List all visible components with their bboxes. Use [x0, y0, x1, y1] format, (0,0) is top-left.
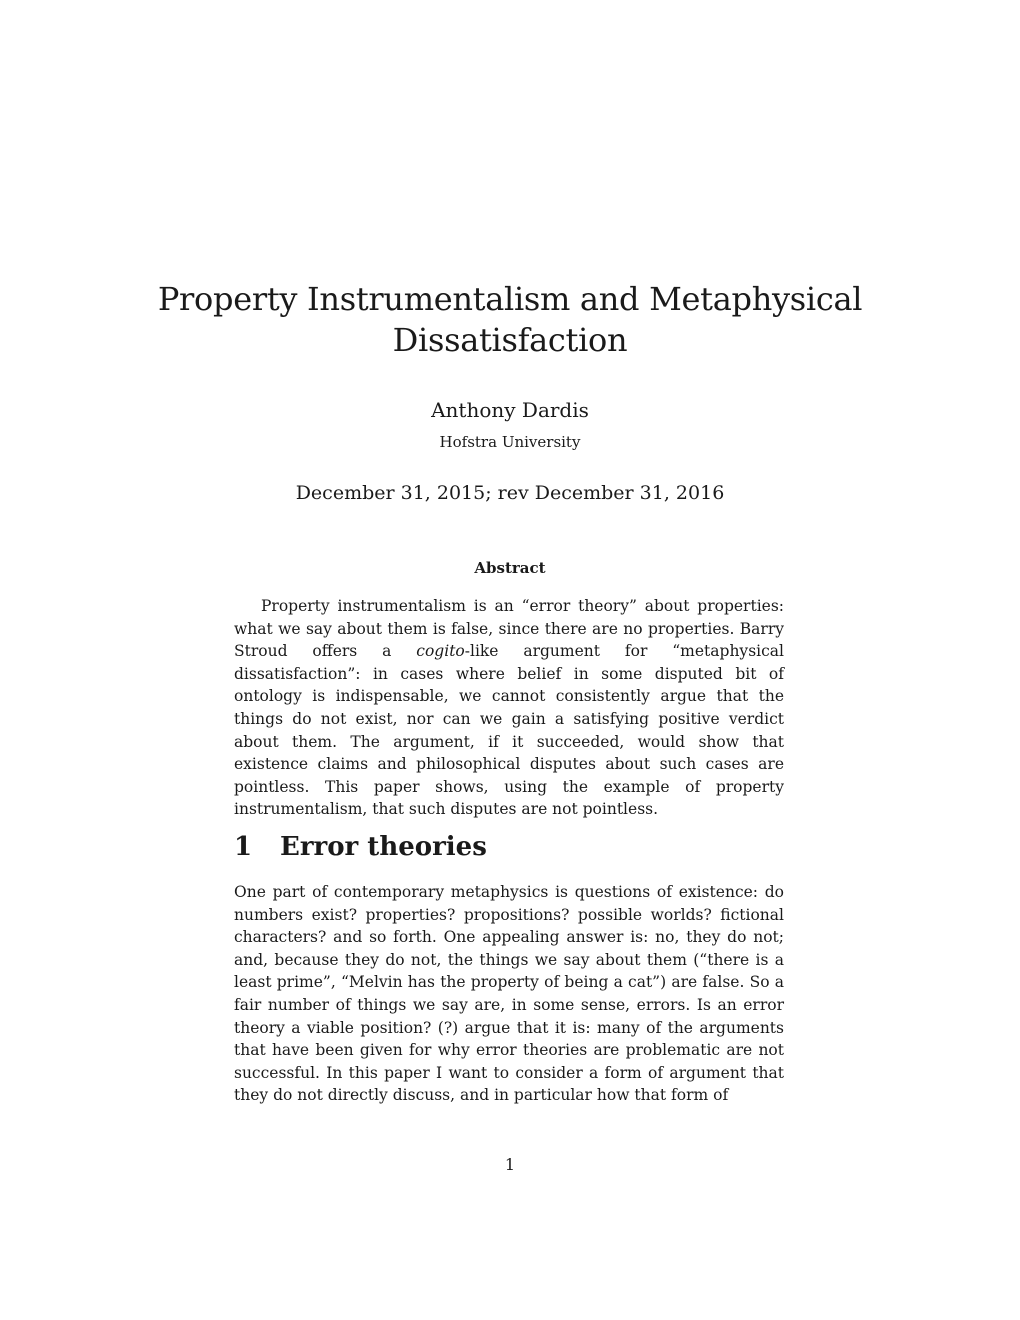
abstract-text-part-1: Property instrumentalism is an “error theory” about properties: what we say about them is false, since there are no properties. Barry Stroud offers a [234, 597, 784, 661]
section-title: Error theories [280, 832, 487, 862]
abstract-text [234, 595, 784, 821]
author-affiliation: Hofstra University [439, 433, 581, 451]
section-heading [234, 830, 487, 864]
section-body-text: One part of contemporary metaphysics is questions of existence: do numbers exist? properties? propositions? possible worlds? fictional characters? and so forth. One appealing answer is: no, they do not; and, because they do not, the things we say about them (“there is a least prime”, “Melvin has the property of being a cat”) are false. So a fair number of things we say are, in some sense, errors. Is an error theory a viable position? (?) argue that it is: many of the arguments that have been given for why error theories are problematic are not successful. In this paper I want to consider a form of argument that they do not directly discuss, and in particular how that form of [234, 883, 784, 1105]
abstract-italic-term: cogito [416, 642, 465, 661]
paper-title: Property Instrumentalism and Metaphysical Dissatisfaction [157, 280, 863, 359]
page-number: 1 [504, 1155, 516, 1174]
abstract-heading: Abstract [474, 559, 546, 577]
author-name: Anthony Dardis [431, 398, 589, 422]
paper-date: December 31, 2015; rev December 31, 2016 [295, 482, 725, 504]
section-number: 1 [234, 832, 253, 862]
abstract-text-part-2: -like argument for “metaphysical dissatisfaction”: in cases where belief in some disputed bit of ontology is indispensable, we cannot consistently argue that the things do not exist, nor can we gain a satisfying positive verdict about them. The argument, if it succeeded, would show that existence claims and philosophical disputes about such cases are pointless. This paper shows, using the example of property instrumentalism, that such disputes are not pointless. [234, 642, 784, 819]
